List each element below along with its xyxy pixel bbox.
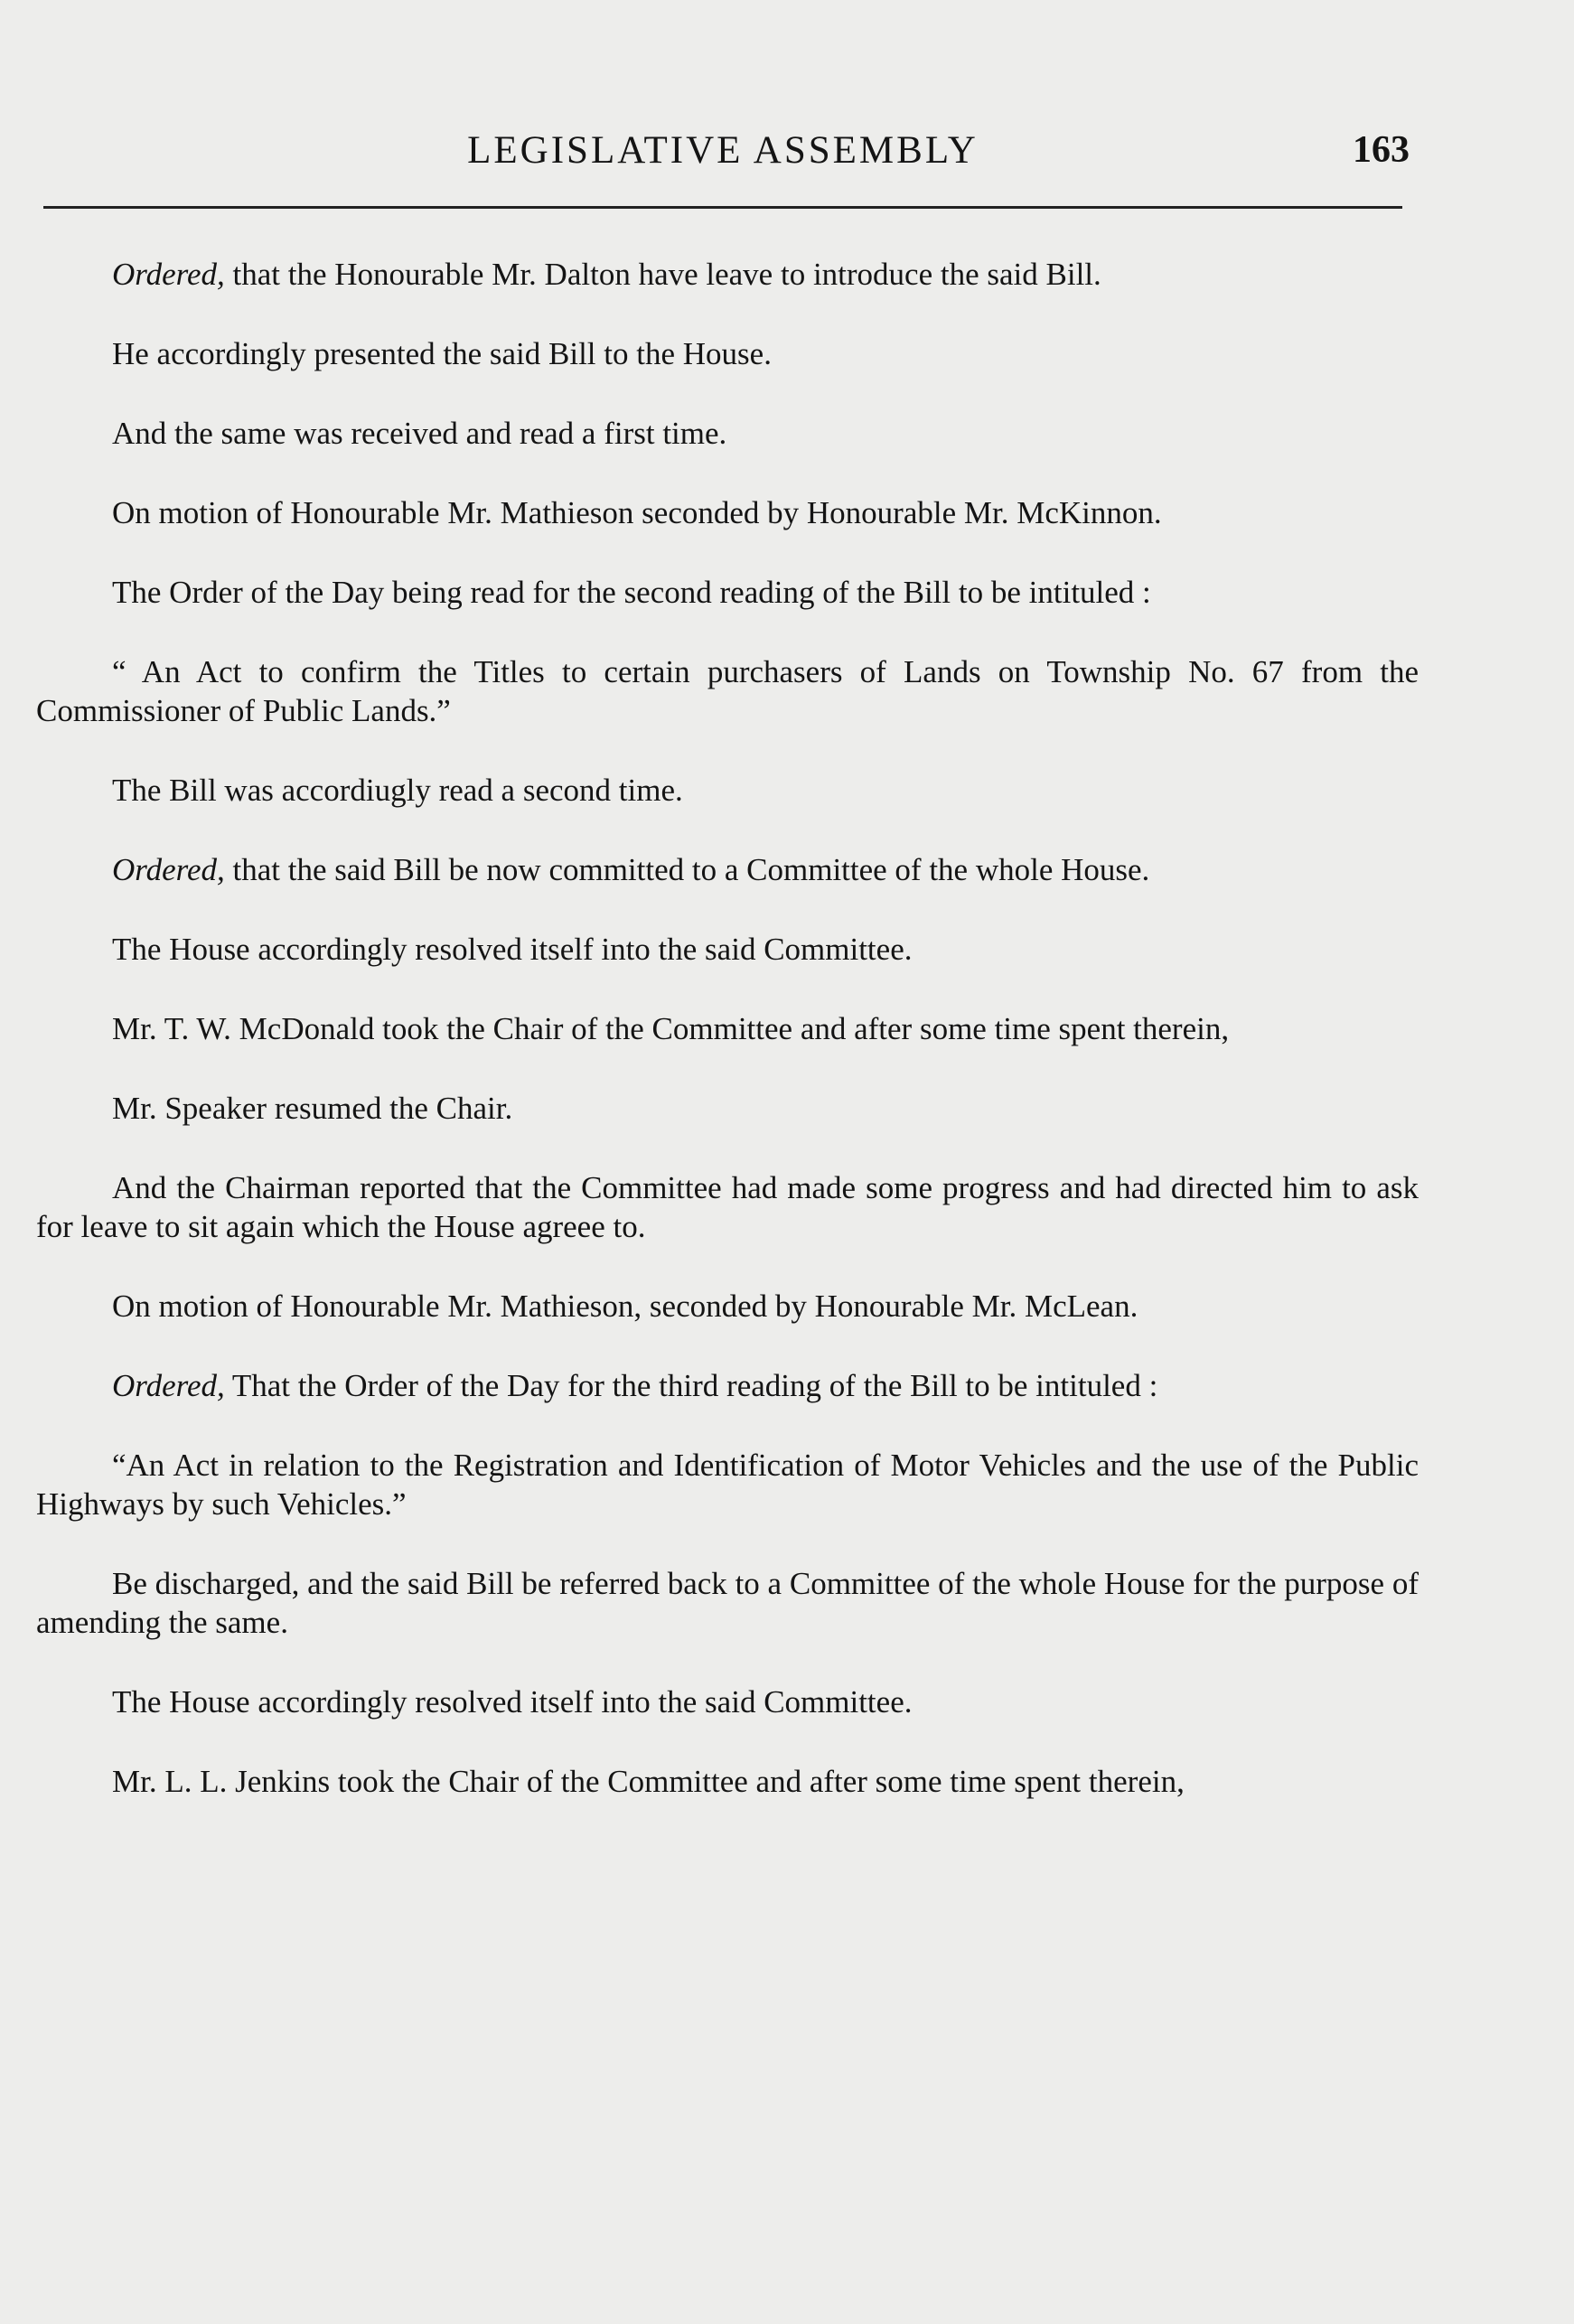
paragraph-lead: Ordered,: [112, 1368, 225, 1403]
paragraph-text: That the Order of the Day for the third reading of the Bill to be intituled :: [224, 1368, 1158, 1403]
paragraph-house-resolved-again: [36, 1682, 1419, 1721]
paragraph-text: And the same was received and read a first time.: [112, 416, 727, 451]
paragraph-speaker-resumed: [36, 1089, 1419, 1128]
paragraph-text: Be discharged, and the said Bill be referred back to a Committee of the whole House for the purpose of amending the same.: [36, 1566, 1419, 1640]
paragraph-text: “ An Act to confirm the Titles to certain purchasers of Lands on Township No. 67 from the Commissioner of Public Lands.”: [36, 654, 1419, 728]
paragraph-ordered-third-reading: [36, 1366, 1419, 1405]
paragraph-text: The House accordingly resolved itself into the said Committee.: [112, 932, 913, 967]
paragraph-act-title-motor-vehicles: [36, 1446, 1419, 1523]
paragraph-discharged: [36, 1564, 1419, 1642]
paragraph-ordered-leave: [36, 255, 1419, 294]
paragraph-second-reading: [36, 771, 1419, 810]
paragraph-act-title-lands: [36, 652, 1419, 730]
paragraph-text: Mr. T. W. McDonald took the Chair of the Committee and after some time spent therein,: [112, 1011, 1230, 1046]
paragraph-motion-mclean: [36, 1287, 1419, 1326]
paragraph-mcdonald-chair: [36, 1009, 1419, 1048]
page-number: 163: [1353, 129, 1410, 171]
paragraph-order-second-reading: [36, 573, 1419, 612]
paragraph-text: The Order of the Day being read for the second reading of the Bill to be intituled :: [112, 575, 1151, 610]
paragraph-text: Mr. Speaker resumed the Chair.: [112, 1091, 513, 1126]
paragraph-text: that the Honourable Mr. Dalton have leave to introduce the said Bill.: [224, 257, 1101, 292]
paragraph-chairman-reported: [36, 1168, 1419, 1246]
paragraph-text: “An Act in relation to the Registration and Identification of Motor Vehicles and the use of the Public Highways by such Vehicles.”: [36, 1448, 1419, 1522]
paragraph-text: On motion of Honourable Mr. Mathieson, seconded by Honourable Mr. McLean.: [112, 1289, 1138, 1324]
paragraph-ordered-committed: [36, 850, 1419, 889]
paragraph-house-resolved: [36, 930, 1419, 969]
running-title: LEGISLATIVE ASSEMBLY: [467, 129, 979, 172]
paragraph-text: The House accordingly resolved itself into the said Committee.: [112, 1684, 913, 1720]
paragraph-text: Mr. L. L. Jenkins took the Chair of the Committee and after some time spent therein,: [112, 1764, 1185, 1799]
paragraph-lead: Ordered,: [112, 852, 225, 887]
paragraph-text: The Bill was accordiugly read a second time.: [112, 773, 683, 808]
paragraph-first-reading: [36, 414, 1419, 453]
paragraph-jenkins-chair: [36, 1762, 1419, 1801]
paragraph-text: On motion of Honourable Mr. Mathieson seconded by Honourable Mr. McKinnon.: [112, 495, 1162, 530]
paragraph-lead: Ordered,: [112, 257, 225, 292]
body-text: [36, 255, 1419, 1841]
header-rule: [43, 206, 1402, 209]
paragraph-motion-mckinnon: [36, 493, 1419, 532]
page-header: [36, 128, 1410, 183]
paragraph-text: that the said Bill be now committed to a Committee of the whole House.: [224, 852, 1150, 887]
paragraph-text: And the Chairman reported that the Committee had made some progress and had directed him to ask for leave to sit again which the House agreee to.: [36, 1170, 1419, 1244]
paragraph-presented: [36, 334, 1419, 373]
paragraph-text: He accordingly presented the said Bill to the House.: [112, 336, 772, 371]
